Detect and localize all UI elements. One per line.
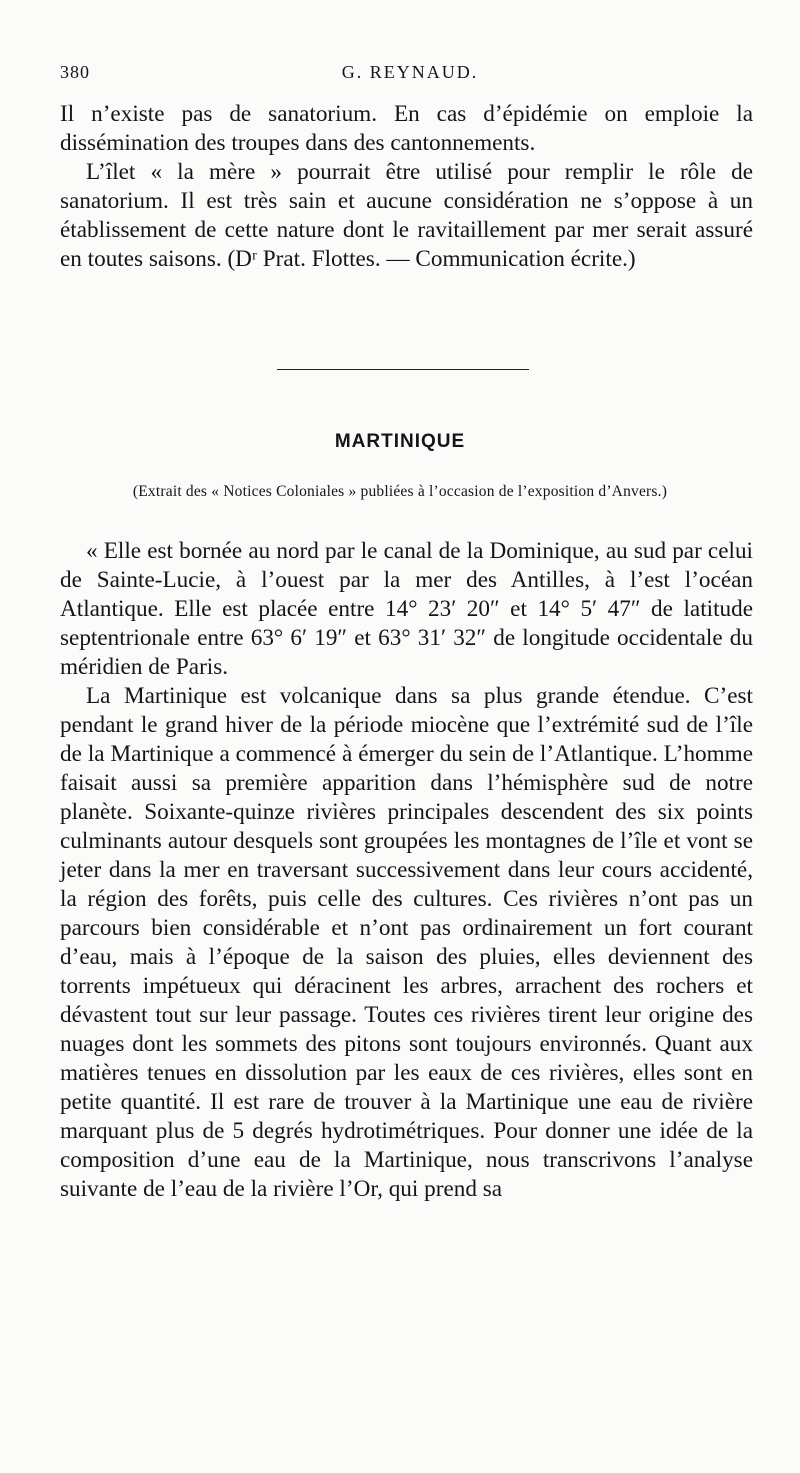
running-head: G. REYNAUD. (341, 62, 479, 82)
paragraph-ilet-la-mere: L’îlet « la mère » pourrait être utilisé pour remplir le rôle de sanatorium. Il est très sain et aucune considération ne s’oppose à un établissement de cette nature dont le ravitaillement par mer serait assuré en toutes saisons. (Dʳ Prat. Flottes. — Communication écrite.) (60, 159, 753, 272)
section-title: MARTINIQUE (334, 431, 466, 452)
paragraph-geography: « Elle est bornée au nord par le canal de la Dominique, au sud par celui de Sainte-Lucie, à l’ouest par la mer des Antilles, à l’est l’océan Atlantique. Elle est placée entre 14° 23′ 20″ et 14° 5′ 47″ de latitude septentrionale entre 63° 6′ 19″ et 63° 31′ 32″ de longitude occidentale du méridien de Paris. (60, 538, 753, 680)
top-text-block (60, 100, 753, 274)
paragraph-geology-rivers: La Martinique est volcanique dans sa plus grande étendue. C’est pendant le grand hiver de la période miocène que l’extrémité sud de l’île de la Martinique a commencé à émerger du sein de l’Atlantique. L’homme faisait aussi sa première apparition dans l’hémisphère sud de notre planète. Soixante-quinze rivières principales descendent des six points culminants autour desquels sont groupées les montagnes de l’île et vont se jeter dans la mer en traversant successivement dans leur cours accidenté, la région des forêts, puis celle des cultures. Ces rivières n’ont pas un parcours bien considérable et n’ont pas ordinairement un fort courant d’eau, mais à l’époque de la saison des pluies, elles deviennent des torrents impétueux qui déracinent les arbres, arrachent des rochers et dévastent tout sur leur passage. Toutes ces rivières tirent leur origine des nuages dont les sommets des pitons sont toujours environnés. Quant aux matières tenues en dissolution par les eaux de ces rivières, elles sont en petite quantité. Il est rare de trouver à la Martinique une eau de rivière marquant plus de 5 degrés hydrotimétriques. Pour donner une idée de la composition d’une eau de la Martinique, nous transcrivons l’analyse suivante de l’eau de la rivière l’Or, qui prend sa (60, 683, 753, 1202)
paragraph-sanatorium: Il n’existe pas de sanatorium. En cas d’épidémie on emploie la dissémination des troupes dans des cantonnements. (60, 101, 753, 156)
section-subtitle: (Extrait des « Notices Coloniales » publiées à l’occasion de l’exposition d’Anvers.) (132, 483, 668, 500)
section-divider (277, 369, 529, 370)
page-header (60, 62, 760, 86)
page-number: 380 (60, 62, 90, 82)
martinique-text-block (60, 537, 753, 1204)
